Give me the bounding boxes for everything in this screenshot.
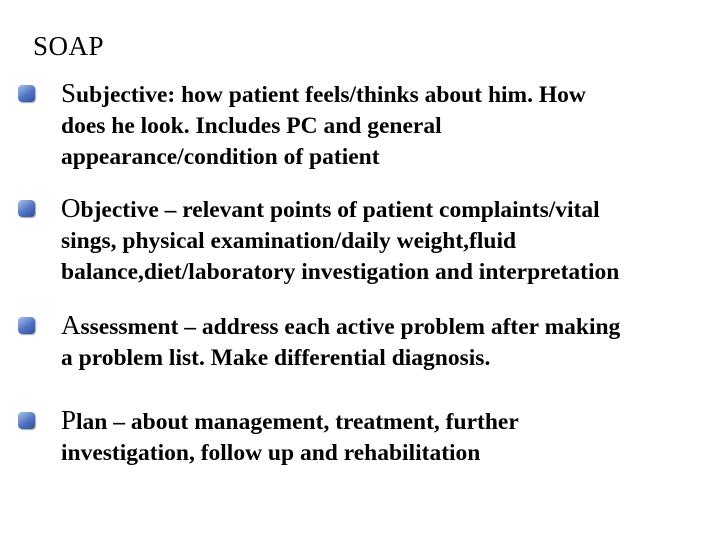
item-text [61,405,720,469]
item-line: a problem list. Make differential diagnosis. [61,345,491,371]
item-line: balance,diet/laboratory investigation and interpretation [61,259,620,285]
item-line [61,78,720,111]
item-text [61,193,720,288]
item-line: investigation, follow up and rehabilitation [61,440,481,466]
item-lead-letter: A [61,310,81,340]
bullet-icon [18,85,35,102]
bullet-icon [18,317,35,334]
slide-title: SOAP [33,31,105,61]
item-text [61,310,720,374]
item-line-text: bjective – relevant points of patient complaints/vital [80,197,600,223]
bullet-icon [18,412,35,429]
item-line [61,193,720,226]
item-line: appearance/condition of patient [61,144,380,170]
item-line-text: lan – about management, treatment, further [76,409,519,435]
item-lead-letter: O [61,193,81,223]
item-lead-letter: P [61,405,77,435]
item-lead-letter: S [61,78,77,108]
item-line [61,310,720,343]
item-line-text: ubjective: how patient feels/thinks about him. How [76,82,586,108]
item-line: does he look. Includes PC and general [61,113,442,139]
bullet-icon [18,200,35,217]
item-line-text: ssessment – address each active problem after making [80,314,621,340]
item-text [61,78,720,173]
item-line [61,405,720,438]
item-line: sings, physical examination/daily weight,fluid [61,228,517,254]
